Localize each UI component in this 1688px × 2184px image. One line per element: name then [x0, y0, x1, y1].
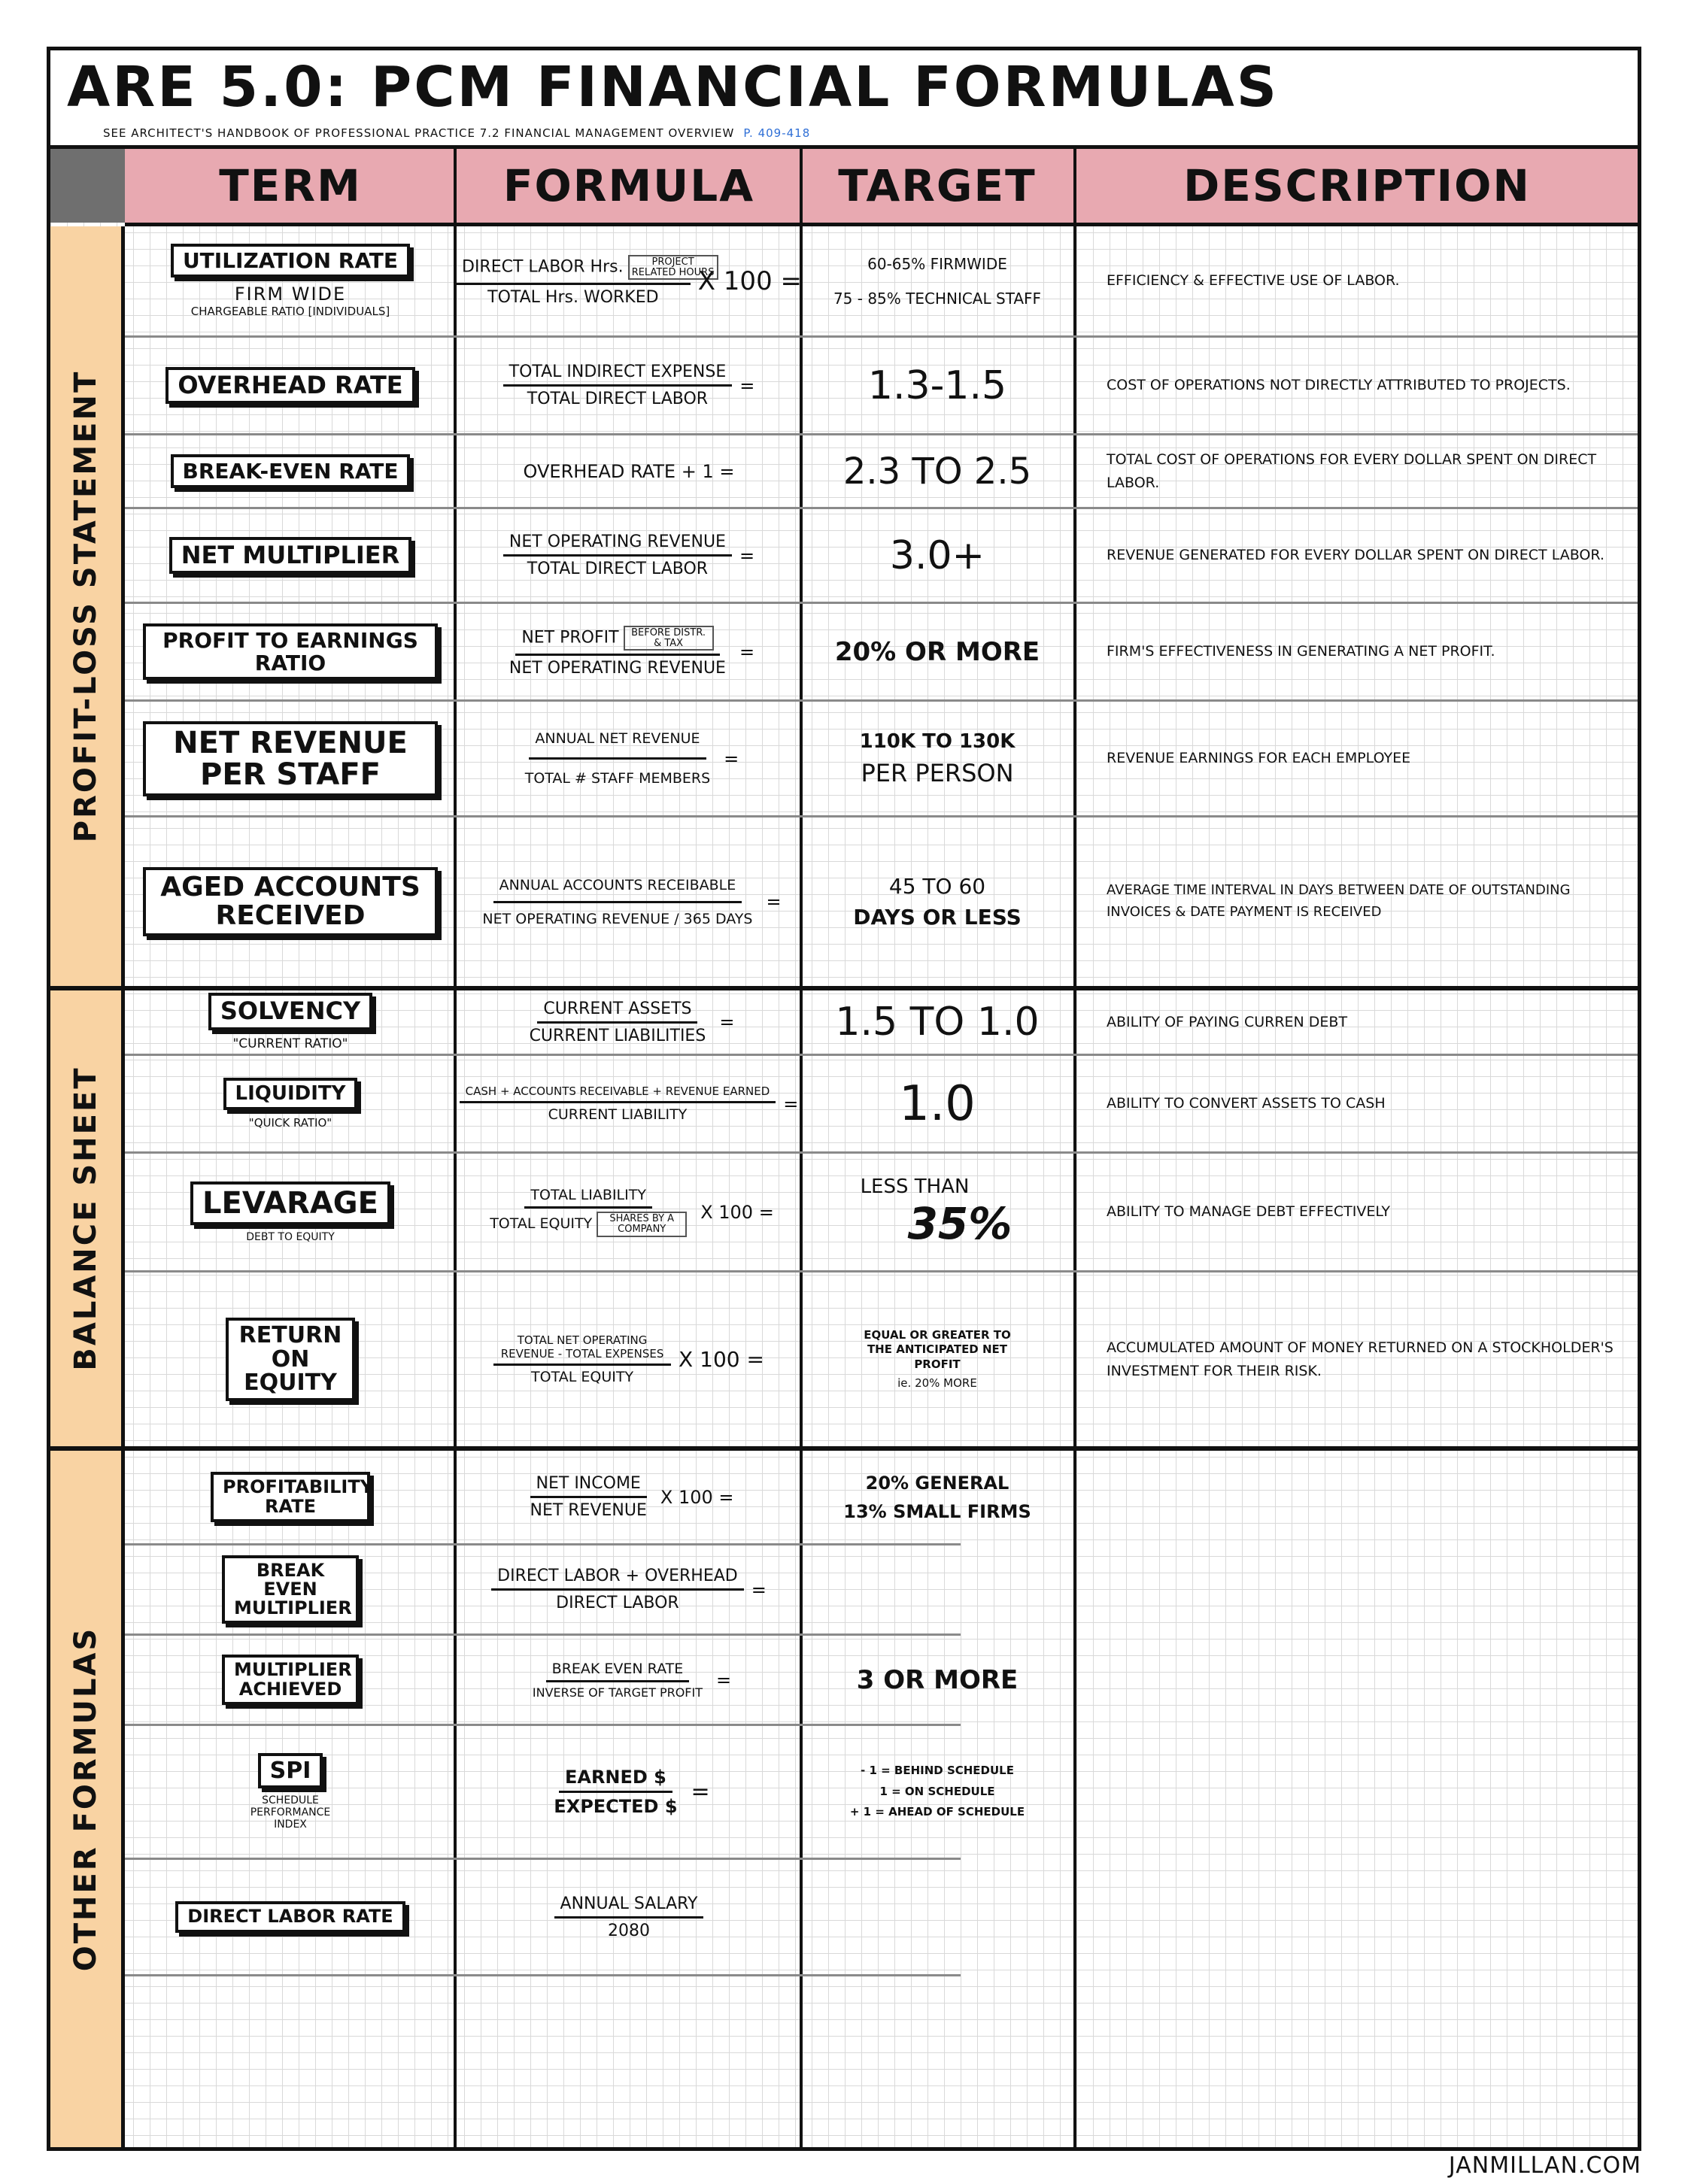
numerator-text: DIRECT LABOR Hrs. — [462, 257, 624, 277]
denominator: TOTAL # STAFF MEMBERS — [524, 770, 711, 787]
term-cell — [125, 986, 456, 1058]
description-cell: REVENUE GENERATED FOR EVERY DOLLAR SPENT ON DIRECT LABOR. — [1107, 547, 1605, 564]
site-footer: JANMILLAN.COM — [1448, 2152, 1641, 2179]
title-bar — [50, 50, 1638, 126]
numerator: EARNED $ — [559, 1767, 672, 1793]
description-cell: COST OF OPERATIONS NOT DIRECTLY ATTRIBUTED TO PROJECTS. — [1107, 377, 1571, 394]
target-value: 13% SMALL FIRMS — [843, 1500, 1031, 1522]
numerator — [456, 255, 715, 285]
target-value: 2.3 TO 2.5 — [842, 450, 1032, 493]
denominator: INVERSE OF TARGET PROFIT — [532, 1685, 703, 1700]
target-value: EQUAL OR GREATER TO THE ANTICIPATED NET PROFIT — [864, 1327, 1011, 1371]
target-cell — [802, 1726, 1073, 1858]
target-cell — [802, 1272, 1073, 1446]
denominator: TOTAL EQUITY — [531, 1369, 634, 1385]
fraction — [503, 532, 732, 578]
target-value: 20% GENERAL — [865, 1472, 1009, 1494]
formula-row-overhead-rate — [125, 338, 1638, 433]
numerator — [515, 626, 719, 656]
fraction — [476, 877, 758, 927]
column-header-row — [125, 149, 1638, 226]
denominator: TOTAL DIRECT LABOR — [527, 560, 709, 578]
formula-cell — [456, 1726, 802, 1858]
term-cell — [125, 702, 456, 815]
formula-cell — [456, 338, 802, 433]
target-value: 1.5 TO 1.0 — [835, 999, 1040, 1045]
target-cell — [802, 226, 1073, 335]
term-cell — [125, 1154, 456, 1270]
term-cell — [125, 1726, 456, 1858]
numerator: ANNUAL SALARY — [554, 1894, 704, 1919]
operator: X 100 = — [700, 1201, 774, 1223]
description-cell: ABILITY TO CONVERT ASSETS TO CASH — [1107, 1095, 1386, 1112]
formula-row-direct-labor-rate — [125, 1860, 1638, 1974]
reference-text: SEE ARCHITECT'S HANDBOOK OF PROFESSIONAL PRACTICE 7.2 FINANCIAL MANAGEMENT OVERVIEW — [103, 126, 735, 140]
term-label: SOLVENCY — [208, 993, 372, 1030]
description-cell: ABILITY TO MANAGE DEBT EFFECTIVELY — [1107, 1203, 1391, 1221]
target-cell — [802, 990, 1073, 1054]
target-cell — [802, 1056, 1073, 1151]
operator: X 100 = — [660, 1486, 734, 1508]
operator: = — [724, 748, 739, 769]
numerator: CASH + ACCOUNTS RECEIVABLE + REVENUE EARNED — [460, 1084, 776, 1103]
term-cell — [125, 1545, 456, 1633]
description-cell: ABILITY OF PAYING CURREN DEBT — [1107, 1013, 1348, 1030]
target-value: 20% OR MORE — [834, 636, 1040, 667]
term-sublabel: DEBT TO EQUITY — [246, 1230, 335, 1243]
term-cell — [125, 1636, 456, 1724]
column-header-target: TARGET — [838, 160, 1037, 211]
target-value: 3.0+ — [889, 532, 985, 578]
operator: = — [751, 1579, 767, 1600]
fraction — [460, 1084, 776, 1123]
formula-text: OVERHEAD RATE + 1 = — [523, 460, 735, 482]
target-cell — [802, 604, 1073, 699]
operator: X 100 = — [697, 265, 802, 296]
target-value: PER PERSON — [861, 758, 1014, 787]
formula-cell — [456, 1860, 802, 1974]
formula-row-liquidity — [125, 1056, 1638, 1151]
fraction — [503, 626, 732, 678]
formula-cell — [456, 1545, 802, 1633]
term-sublabel: CHARGEABLE RATIO [INDIVIDUALS] — [190, 305, 390, 319]
bracket-note: BEFORE DISTR. & TAX — [624, 626, 714, 651]
fraction — [554, 1894, 704, 1940]
formula-row-aged-accounts-received — [125, 817, 1638, 986]
formula-row-levarage — [125, 1154, 1638, 1270]
fraction — [503, 362, 733, 408]
operator: = — [716, 1669, 732, 1691]
section-label-other-formulas: OTHER FORMULAS — [68, 1626, 103, 1972]
denominator: NET OPERATING REVENUE / 365 DAYS — [482, 910, 753, 927]
numerator: CURRENT ASSETS — [537, 999, 697, 1024]
target-cell — [802, 702, 1073, 815]
formula-row-utilization-rate — [125, 226, 1638, 335]
numerator-text: NET PROFIT — [521, 628, 619, 648]
formula-row-spi — [125, 1726, 1638, 1858]
term-sublabel: FIRM WIDE — [234, 284, 347, 305]
operator: = — [719, 1012, 735, 1033]
target-value: 1.3-1.5 — [867, 362, 1007, 408]
term-cell — [125, 226, 456, 335]
target-value: LESS THAN — [860, 1175, 970, 1198]
formula-row-break-even-rate — [125, 435, 1638, 507]
target-value: DAYS OR LESS — [853, 905, 1022, 930]
target-value: 60-65% FIRMWIDE — [867, 254, 1007, 273]
operator: = — [739, 641, 755, 663]
fraction — [484, 1187, 693, 1236]
header-corner — [50, 149, 125, 223]
target-cell — [802, 1636, 1073, 1724]
term-cell — [125, 1056, 456, 1151]
denominator: CURRENT LIABILITY — [548, 1106, 688, 1123]
numerator: TOTAL INDIRECT EXPENSE — [503, 362, 733, 387]
formula-cell — [456, 990, 802, 1054]
denominator: DIRECT LABOR — [556, 1594, 679, 1612]
bracket-note: PROJECT RELATED HOURS — [628, 255, 718, 280]
column-header-description: DESCRIPTION — [1183, 160, 1531, 211]
formula-cell — [456, 1272, 802, 1446]
formula-row-return-on-equity — [125, 1272, 1638, 1446]
operator: X 100 = — [679, 1347, 764, 1372]
term-label: LIQUIDITY — [223, 1078, 358, 1110]
numerator: NET INCOME — [530, 1474, 647, 1498]
formula-cell — [456, 509, 802, 602]
description-cell: AVERAGE TIME INTERVAL IN DAYS BETWEEN DATE OF OUTSTANDING INVOICES & DATE PAYMENT IS RECEIVED — [1107, 882, 1571, 920]
numerator: ANNUAL NET REVENUE — [529, 730, 706, 760]
section-profit-loss — [50, 226, 125, 986]
description-cell: ACCUMULATED AMOUNT OF MONEY RETURNED ON A STOCKHOLDER'S INVESTMENT FOR THEIR RISK. — [1107, 1339, 1614, 1379]
term-label: LEVARAGE — [190, 1181, 390, 1225]
description-cell: REVENUE EARNINGS FOR EACH EMPLOYEE — [1107, 750, 1411, 767]
fraction — [456, 255, 715, 308]
reference-note — [103, 126, 810, 140]
fraction — [519, 730, 716, 787]
section-label-profit-loss: PROFIT-LOSS STATEMENT — [68, 369, 103, 843]
term-cell — [125, 1451, 456, 1543]
term-label: SPI — [258, 1753, 323, 1789]
term-label: PROFIT TO EARNINGS RATIO — [143, 623, 438, 680]
subtitle-bar — [50, 124, 1638, 149]
section-label-balance-sheet: BALANCE SHEET — [68, 1066, 103, 1371]
formula-cell — [456, 435, 802, 507]
operator: = — [783, 1093, 799, 1115]
section-other-formulas — [50, 1451, 125, 2147]
target-value: 75 - 85% TECHNICAL STAFF — [833, 289, 1042, 308]
denominator: CURRENT LIABILITIES — [529, 1026, 706, 1045]
formula-cell — [456, 817, 802, 986]
formula-row-profitability-rate — [125, 1451, 1638, 1543]
term-label: RETURN ON EQUITY — [226, 1318, 355, 1401]
term-label: BREAK-EVEN RATE — [171, 454, 411, 488]
page-reference: P. 409-418 — [743, 126, 811, 140]
denominator: 2080 — [607, 1921, 650, 1940]
formula-cell — [456, 226, 802, 335]
target-cell — [802, 509, 1073, 602]
term-cell — [125, 1860, 456, 1974]
row-divider — [125, 1974, 961, 1976]
term-label: MULTIPLIER ACHIEVED — [222, 1655, 359, 1704]
fraction — [493, 1333, 671, 1385]
target-value: 1 = ON SCHEDULE — [879, 1784, 995, 1798]
formula-cell — [456, 1451, 802, 1543]
target-value: - 1 = BEHIND SCHEDULE — [861, 1764, 1014, 1778]
denominator: TOTAL Hrs. WORKED — [487, 288, 659, 308]
target-value: 110K TO 130K — [859, 730, 1016, 753]
term-cell — [125, 509, 456, 602]
formula-sheet — [47, 47, 1641, 2151]
target-cell — [802, 435, 1073, 507]
description-cell: EFFICIENCY & EFFECTIVE USE OF LABOR. — [1107, 272, 1400, 290]
term-label: NET MULTIPLIER — [169, 537, 412, 575]
page-title: ARE 5.0: PCM FINANCIAL FORMULAS — [67, 55, 1280, 120]
term-sublabel: SCHEDULE PERFORMANCE INDEX — [250, 1794, 331, 1831]
description-cell: TOTAL COST OF OPERATIONS FOR EVERY DOLLAR SPENT ON DIRECT LABOR. — [1107, 451, 1597, 491]
numerator: DIRECT LABOR + OVERHEAD — [491, 1567, 744, 1591]
numerator: TOTAL LIABILITY — [524, 1187, 652, 1209]
term-cell — [125, 817, 456, 986]
term-label: DIRECT LABOR RATE — [175, 1901, 405, 1932]
term-label: PROFITABILITY RATE — [211, 1472, 370, 1521]
column-header-formula: FORMULA — [502, 160, 755, 211]
numerator: ANNUAL ACCOUNTS RECEIBABLE — [493, 877, 742, 903]
fraction — [491, 1567, 744, 1612]
target-cell — [802, 817, 1073, 986]
denominator — [484, 1209, 693, 1236]
denominator: NET REVENUE — [530, 1501, 647, 1520]
target-cell — [802, 338, 1073, 433]
operator: = — [691, 1779, 710, 1805]
target-value: 35% — [907, 1197, 1012, 1249]
term-sublabel: "CURRENT RATIO" — [232, 1036, 348, 1051]
formula-row-profit-to-earnings — [125, 604, 1638, 699]
formula-row-solvency — [125, 990, 1638, 1054]
term-sublabel: "QUICK RATIO" — [248, 1116, 332, 1130]
operator: = — [766, 891, 782, 912]
section-balance-sheet — [50, 990, 125, 1446]
denominator-text: TOTAL EQUITY — [490, 1215, 593, 1233]
term-cell — [125, 604, 456, 699]
denominator: EXPECTED $ — [554, 1796, 678, 1817]
term-label: BREAK EVEN MULTIPLIER — [222, 1555, 359, 1624]
fraction — [524, 999, 712, 1045]
formula-cell — [456, 702, 802, 815]
formula-row-break-even-multiplier — [125, 1545, 1638, 1633]
formula-cell — [456, 1056, 802, 1151]
target-value: + 1 = AHEAD OF SCHEDULE — [849, 1805, 1025, 1819]
operator: = — [739, 375, 755, 396]
formula-row-net-revenue-per-staff — [125, 702, 1638, 815]
term-label: NET REVENUE PER STAFF — [143, 721, 438, 796]
term-cell — [125, 338, 456, 433]
term-cell — [125, 1272, 456, 1446]
denominator: TOTAL DIRECT LABOR — [527, 390, 709, 408]
formula-cell — [456, 1636, 802, 1724]
numerator: NET OPERATING REVENUE — [503, 532, 732, 557]
term-cell — [125, 435, 456, 507]
target-value: 45 TO 60 — [888, 874, 986, 899]
fraction — [527, 1661, 709, 1700]
term-label: UTILIZATION RATE — [171, 244, 410, 278]
formula-row-net-multiplier — [125, 509, 1638, 602]
formula-row-multiplier-achieved — [125, 1636, 1638, 1724]
term-label: OVERHEAD RATE — [165, 367, 414, 405]
bracket-note: SHARES BY A COMPANY — [597, 1212, 687, 1236]
operator: = — [739, 544, 755, 566]
formula-cell — [456, 1154, 802, 1270]
target-value: 3 OR MORE — [856, 1664, 1019, 1695]
denominator: NET OPERATING REVENUE — [509, 659, 726, 678]
description-cell: FIRM'S EFFECTIVENESS IN GENERATING A NET PROFIT. — [1107, 643, 1495, 660]
numerator: TOTAL NET OPERATING REVENUE - TOTAL EXPENSES — [493, 1333, 671, 1366]
target-value: 1.0 — [899, 1075, 976, 1132]
term-label: AGED ACCOUNTS RECEIVED — [143, 867, 438, 936]
numerator: BREAK EVEN RATE — [546, 1661, 690, 1682]
formula-cell — [456, 604, 802, 699]
fraction — [524, 1474, 652, 1520]
fraction — [548, 1767, 683, 1817]
column-header-term: TERM — [219, 160, 362, 211]
target-value: ie. 20% MORE — [897, 1376, 977, 1390]
target-cell — [802, 1451, 1073, 1543]
target-cell — [802, 1154, 1073, 1270]
